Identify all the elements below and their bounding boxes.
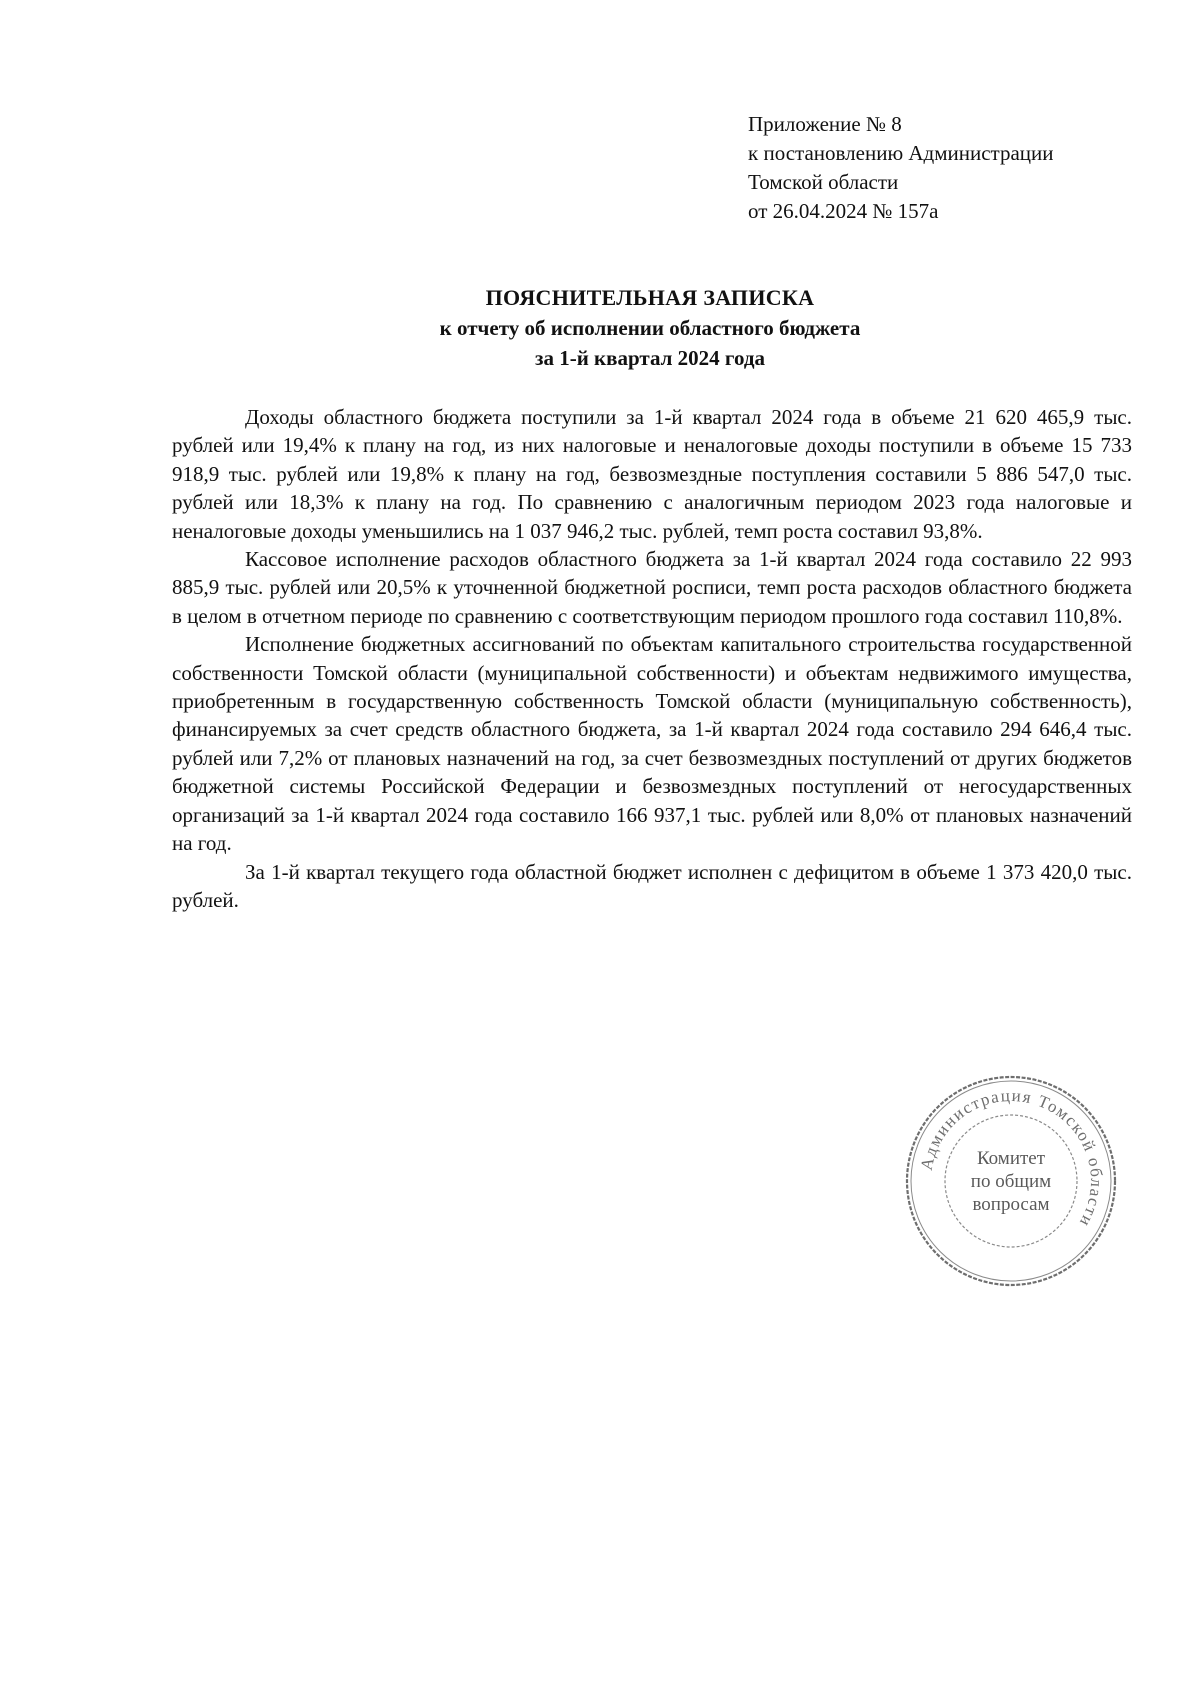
stamp-center-line-2: по общим — [970, 1171, 1052, 1192]
appendix-region: Томской области — [748, 170, 899, 194]
appendix-resolution-ref: к постановлению Администрации — [748, 141, 1054, 165]
paragraph-capital-construction: Исполнение бюджетных ассигнований по объектам капитального строительства государственной собственности Томской области (муниципальной собственности) и объектам недвижимого имущества, приобретенным в государственную собственность Томской области (муниципальную собственность), финансируемых за счет средств областного бюджета, за 1-й квартал 2024 года составило 294 646,4 тыс. рублей или 7,2% от плановых назначений на год, за счет безвозмездных поступлений от других бюджетов бюджетной системы Российской Федерации и безвозмездных поступлений от негосударственных организаций за 1-й квартал 2024 года составило 166 937,1 тыс. рублей или 8,0% от плановых назначений на год. — [172, 632, 1132, 856]
document-title — [170, 283, 1130, 373]
stamp-center-line-3: вопросам — [972, 1194, 1050, 1215]
stamp-ring-textpath: Администрация Томской области — [916, 1085, 1107, 1231]
title-subtitle: к отчету об исполнении областного бюджета — [439, 316, 861, 340]
appendix-date: от 26.04.2024 № 157а — [748, 199, 939, 223]
paragraph-revenues: Доходы областного бюджета поступили за 1-й квартал 2024 года в объеме 21 620 465,9 тыс. рублей или 19,4% к плану на год, из них налоговые и неналоговые доходы поступили в объеме 15 733 918,9 тыс. рублей или 19,8% к плану на год, безвозмездные поступления составили 5 886 547,0 тыс. рублей или 18,3% к плану на год. По сравнению с аналогичным периодом 2023 года налоговые и неналоговые доходы уменьшились на 1 037 946,2 тыс. рублей, темп роста составил 93,8%. — [172, 405, 1132, 543]
official-stamp — [902, 1072, 1120, 1290]
document-body — [172, 403, 1132, 914]
paragraph-expenditures: Кассовое исполнение расходов областного бюджета за 1-й квартал 2024 года составило 22 993 885,9 тыс. рублей или 20,5% к уточненной бюджетной росписи, темп роста расходов областного бюджета в целом в отчетном периоде по сравнению с соответствующим периодом прошлого года составил 110,8%. — [172, 547, 1132, 628]
paragraph-deficit: За 1-й квартал текущего года областной бюджет исполнен с дефицитом в объеме 1 373 420,0 тыс. рублей. — [172, 859, 1132, 912]
appendix-header — [748, 110, 1168, 226]
stamp-center-line-1: Комитет — [976, 1148, 1046, 1169]
appendix-number: Приложение № 8 — [748, 112, 902, 136]
title-period: за 1-й квартал 2024 года — [535, 346, 765, 370]
title-main: ПОЯСНИТЕЛЬНАЯ ЗАПИСКА — [485, 285, 815, 310]
